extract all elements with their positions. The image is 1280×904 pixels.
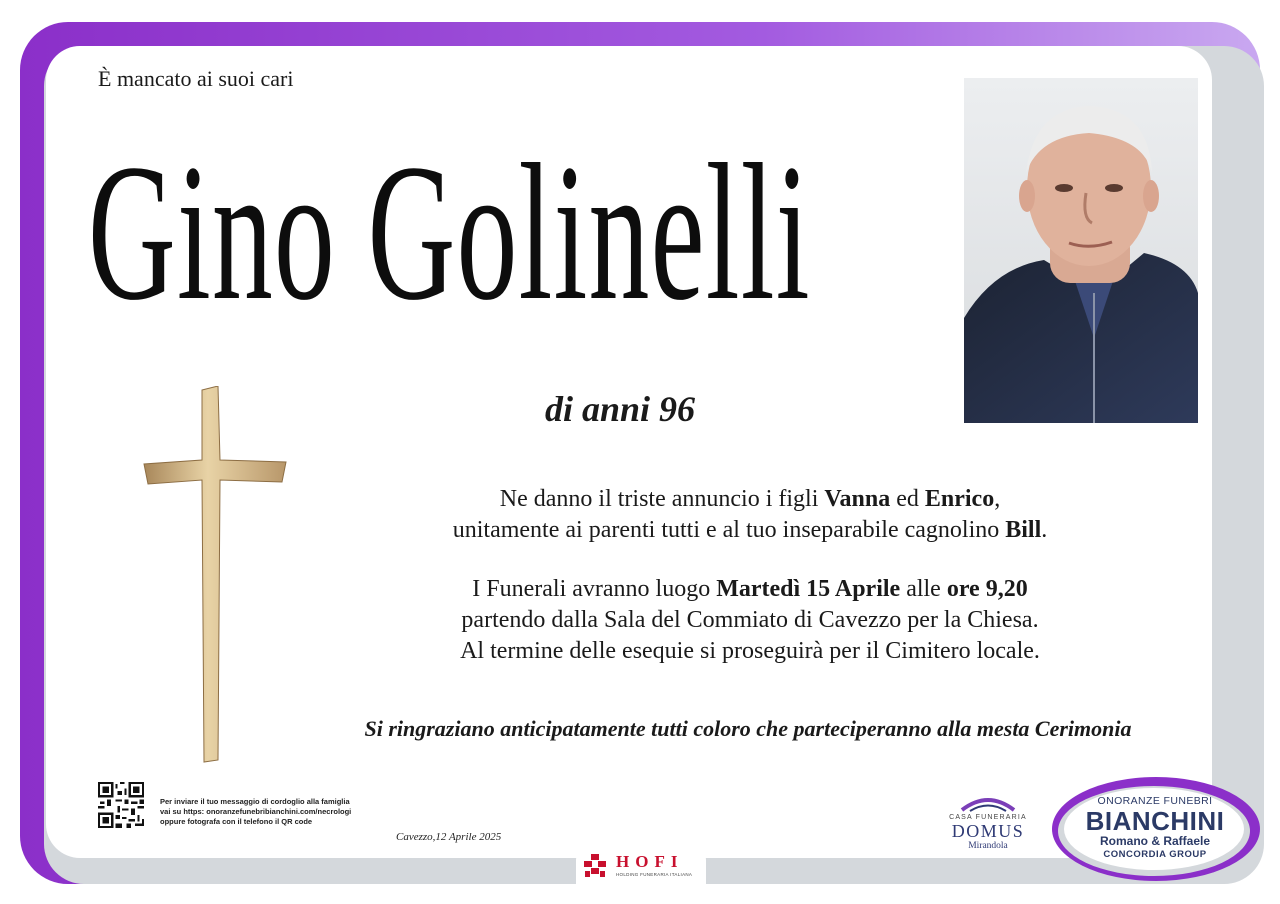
qr-instructions: Per inviare il tuo messaggio di cordoglio alla famiglia vai su https: onoranzefunebribianchini.com/necrologi oppure fotografa con il telefono il QR code bbox=[160, 797, 352, 826]
announcement-line-2: unitamente ai parenti tutti e al tuo inseparabile cagnolino Bill. bbox=[452, 517, 1048, 543]
funeral-line-1: I Funerali avranno luogo Martedì 15 Aprile alle ore 9,20 bbox=[472, 576, 1028, 602]
domus-arc-icon bbox=[960, 794, 1016, 812]
pet-name: Bill bbox=[1005, 517, 1042, 543]
domus-label: CASA FUNERARIA bbox=[949, 814, 1027, 821]
announcement-line-1: Ne danno il triste annuncio i figli Vanna ed Enrico, bbox=[499, 486, 1001, 512]
deceased-name: Gino Golinelli bbox=[88, 124, 811, 341]
bianchini-label: ONORANZE FUNEBRI bbox=[1097, 795, 1213, 807]
bianchini-name: BIANCHINI bbox=[1085, 806, 1225, 836]
funeral-day: Martedì 15 Aprile bbox=[716, 576, 901, 602]
hofi-tagline: HOLDING FUNERARIA ITALIANA bbox=[616, 872, 693, 877]
hofi-name: HOFI bbox=[616, 852, 684, 871]
deceased-portrait bbox=[964, 78, 1198, 423]
qr-code[interactable] bbox=[98, 782, 144, 828]
domus-name: DOMUS bbox=[951, 821, 1025, 841]
hofi-mark-icon bbox=[582, 854, 608, 878]
deceased-age: di anni 96 bbox=[544, 389, 696, 429]
thanks-line: Si ringraziano anticipatamente tutti coloro che parteciperanno alla mesta Cerimonia bbox=[364, 716, 1132, 741]
cross-icon bbox=[140, 386, 290, 766]
bianchini-owners: Romano & Raffaele bbox=[1099, 834, 1211, 848]
funeral-line-3: Al termine delle esequie si proseguirà per il Cimitero locale. bbox=[460, 638, 1040, 664]
funeral-time: ore 9,20 bbox=[946, 576, 1028, 602]
funeral-paragraph bbox=[300, 574, 1200, 667]
hofi-logo bbox=[576, 850, 706, 884]
notice-date: Cavezzo,12 Aprile 2025 bbox=[396, 831, 502, 843]
child-name-1: Vanna bbox=[824, 486, 891, 512]
bianchini-group: CONCORDIA GROUP bbox=[1103, 849, 1207, 860]
child-name-2: Enrico bbox=[924, 486, 995, 512]
notice-subtitle: È mancato ai suoi cari bbox=[98, 66, 294, 91]
domus-logo bbox=[938, 794, 1038, 854]
funeral-line-2: partendo dalla Sala del Commiato di Cavezzo per la Chiesa. bbox=[461, 607, 1039, 633]
announcement-paragraph bbox=[300, 484, 1200, 546]
domus-city: Mirandola bbox=[968, 841, 1008, 851]
